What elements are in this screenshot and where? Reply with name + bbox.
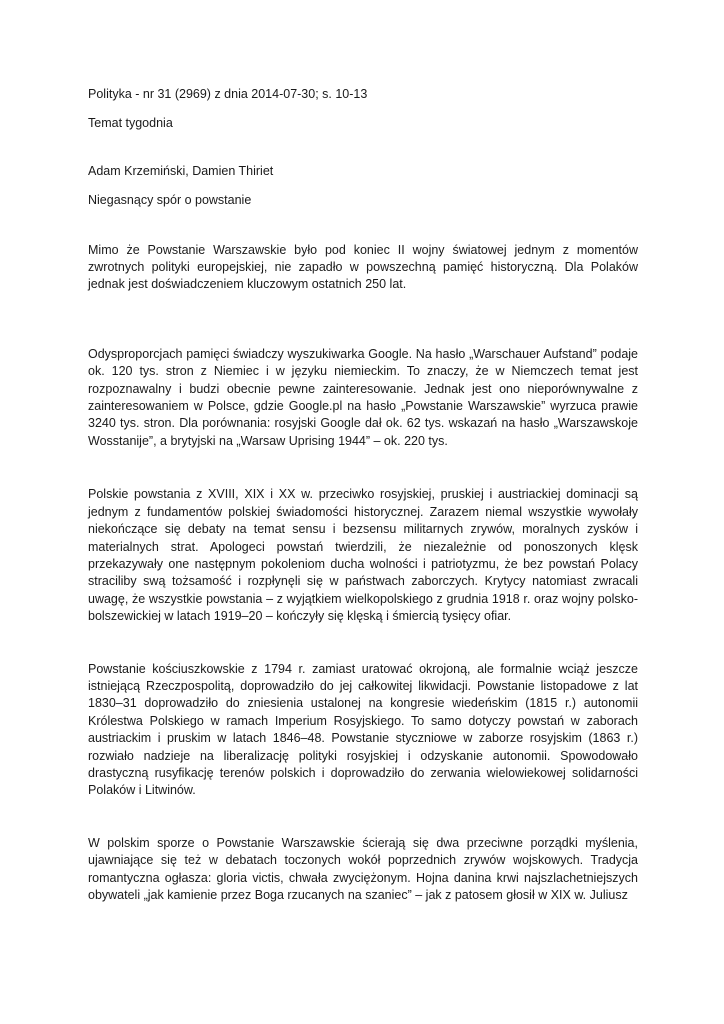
- paragraph-5: W polskim sporze o Powstanie Warszawskie ścierają się dwa przeciwne porządki myślenia, ujawniające się też w debatach toczonych wokół poprzednich zrywów wojskowych. Tradycja romantyczna ogłasza: gloria victis, chwała zwyciężonym. Hojna danina krwi najszlachetniejszych obywateli „jak kamienie przez Boga rzucanych na szaniec” – jak z patosem głosił w XIX w. Juliusz: [88, 835, 638, 902]
- paragraph-2: Odysproporcjach pamięci świadczy wyszukiwarka Google. Na hasło „Warschauer Aufstand” podaje ok. 120 tys. stron z Niemiec i w języku niemieckim. To znaczy, że w Niemczech temat jest rozpoznawalny i budzi obecnie pewne zainteresowanie. Jednak jest ono nieporównywalne z zainteresowaniem w Polsce, gdzie Google.pl na hasło „Powstanie Warszawskie” wyrzuca prawie 3240 tys. stron. Dla porównania: rosyjski Google dał ok. 62 tys. wskazań na hasło „Warszawskoje Wosstanije”, a brytyjski na „Warsaw Uprising 1944” – ok. 220 tys.: [88, 346, 638, 448]
- document-page: [88, 86, 638, 904]
- source-line: Polityka - nr 31 (2969) z dnia 2014-07-30; s. 10-13: [88, 87, 368, 101]
- authors: Adam Krzemiński, Damien Thiriet: [88, 163, 274, 178]
- paragraph-3: Polskie powstania z XVIII, XIX i XX w. przeciwko rosyjskiej, pruskiej i austriackiej dominacji są jednym z fundamentów polskiej świadomości historycznej. Zarazem niemal wszystkie wywołały niekończące się debaty na temat sensu i bezsensu militarnych zrywów, moralnych zysków i materialnych strat. Apologeci powstań twierdzili, że niezależnie od ponoszonych klęsk przekazywały one następnym pokoleniom ducha wolności i patriotyzmu, że bez powstań Polacy straciliby swą tożsamość i rozpłynęli się w państwach zaborczych. Krytycy natomiast zwracali uwagę, że wszystkie powstania – z wyjątkiem wielkopolskiego z grudnia 1918 r. oraz wojny polsko-bolszewickiej w latach 1919–20 – kończyły się klęską i śmiercią tysięcy ofiar.: [88, 487, 638, 624]
- paragraph-4: Powstanie kościuszkowskie z 1794 r. zamiast uratować okrojoną, ale formalnie wciąż jeszcze istniejącą Rzeczpospolitą, doprowadziło do jej całkowitej likwidacji. Powstanie listopadowe z lat 1830–31 doprowadziło do zniesienia ustalonej na kongresie wiedeńskim (1815 r.) autonomii Królestwa Polskiego w ramach Imperium Rosyjskiego. To samo dotyczy powstań w zaborach austriackim i pruskim w latach 1846–48. Powstanie styczniowe w zaborze rosyjskim (1863 r.) rozwiało nadzieje na liberalizację polityki rosyjskiej i odzyskanie autonomii. Spowodowało drastyczną rusyfikację terenów polskich i doprowadziło do zerwania wielowiekowej solidarności Polaków i Litwinów.: [88, 661, 638, 798]
- paragraph-1: Mimo że Powstanie Warszawskie było pod koniec II wojny światowej jednym z momentów zwrotnych polityki europejskiej, nie zapadło w powszechną pamięć historyczną. Dla Polaków jednak jest doświadczeniem kluczowym ostatnich 250 lat.: [88, 242, 638, 292]
- article-title: Niegasnący spór o powstanie: [88, 193, 252, 208]
- section-label: Temat tygodnia: [88, 116, 173, 131]
